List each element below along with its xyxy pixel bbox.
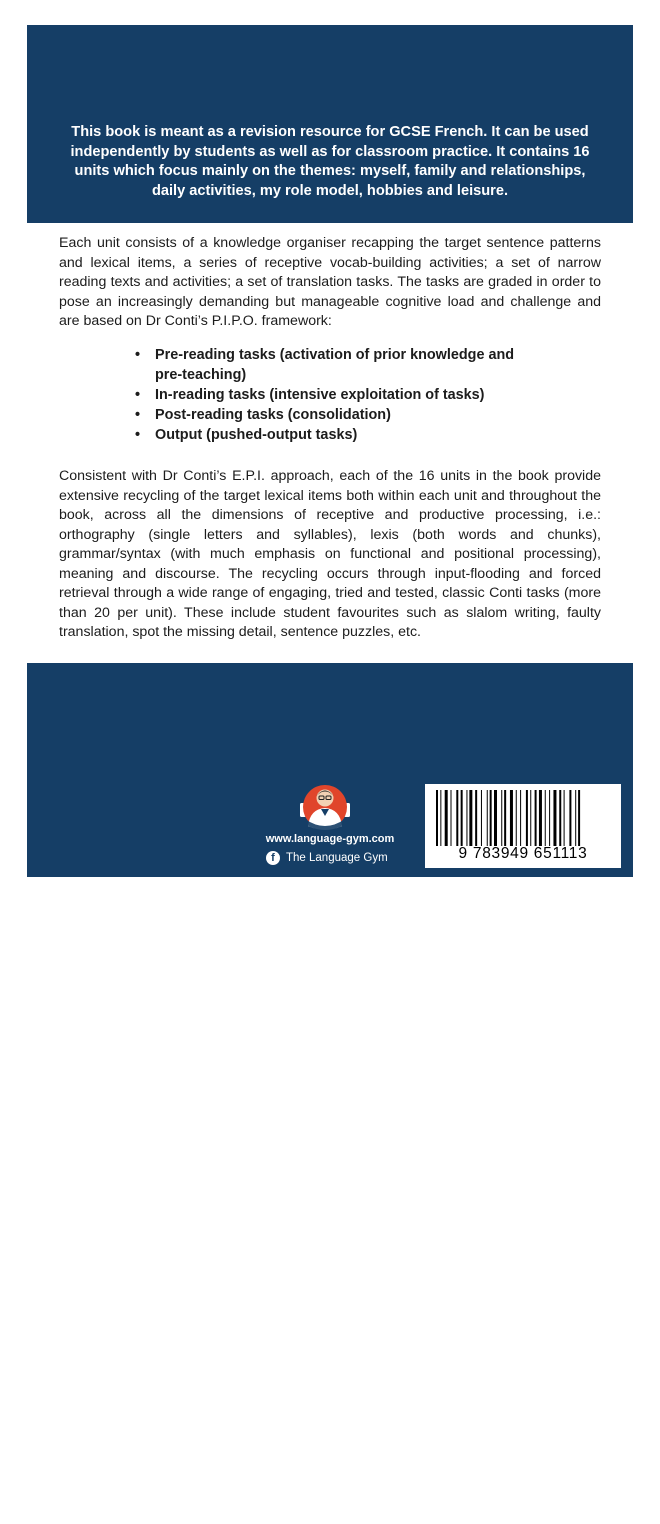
intro-text: This book is meant as a revision resource for GCSE French. It can be used independently by students as well as for classroom practice. It contains 16 units which focus mainly on the themes: myself, family and relationships, daily activities, my role model, hobbies and leisure. [70, 124, 590, 199]
pipo-item-label-continued: pre-teaching) [155, 367, 247, 383]
units-paragraph: Each unit consists of a knowledge organiser recapping the target sentence patterns and lexical items, a series of receptive vocab-building activities; a set of narrow reading texts and activities; a set of translation tasks. The tasks are graded in order to pose an increasingly demanding but manageable cognitive load and challenge and are based on Dr Conti’s P.I.P.O. framework: [59, 235, 601, 329]
pipo-item-label: Post-reading tasks (consolidation) [155, 407, 391, 423]
pipo-item-label: Output (pushed-output tasks) [155, 427, 358, 443]
intro-band [27, 25, 633, 223]
orders-line: please contact us at [120, 1467, 214, 1478]
orders-contact [67, 1453, 267, 1492]
barcode [425, 784, 621, 868]
language-gym-logo-icon [298, 781, 352, 833]
pipo-item-post-reading [135, 405, 514, 425]
barcode-bars-icon [436, 790, 610, 846]
pipo-item-label: In-reading tasks (intensive exploitation of tasks) [155, 387, 485, 403]
facebook-icon: f [266, 851, 280, 865]
facebook-row [266, 851, 388, 865]
pipo-item-output [135, 425, 514, 445]
orders-email: language-gym@piefke-trading.com [86, 1480, 248, 1491]
price-label: RRP: £22.00 [67, 1512, 133, 1524]
website-note: Please note that The Language Gym www.language-gym.com website is an ideal supplement to this booklet. Our website recycles every single lexical and structural item found in this book many times over via self-marking vocabulary and reading workouts, in addition to engaging and fun games and a powerful verb trainer. [74, 1341, 586, 1435]
epi-paragraph: Consistent with Dr Conti’s E.P.I. approach, each of the 16 units in the book provide extensive recycling of the target lexical items both within each unit and throughout the book, across all the dimensions of receptive and productive processing, i.e.: orthography (single letters and syllables), lexis (both words and chunks), grammar/syntax (with much emphasis on functional and positional processing), meaning and discourse. The recycling occurs through input-flooding and forced retrieval through a wide range of engaging, tried and tested, classic Conti tasks (more than 20 per unit). These include student favourites such as slalom writing, faulty translation, spot the missing detail, sentence puzzles, etc. [59, 468, 601, 640]
barcode-number: 9 783949 651113 [458, 845, 588, 862]
pipo-list [135, 345, 514, 445]
pipo-item-label: Pre-reading tasks (activation of prior knowledge and [155, 347, 515, 363]
facebook-name: The Language Gym [286, 852, 388, 864]
pipo-item-pre-reading [135, 345, 514, 385]
website-url: www.language-gym.com [265, 833, 395, 845]
pipo-item-in-reading [135, 385, 514, 405]
orders-line: For orders and enquiries, [108, 1454, 226, 1465]
